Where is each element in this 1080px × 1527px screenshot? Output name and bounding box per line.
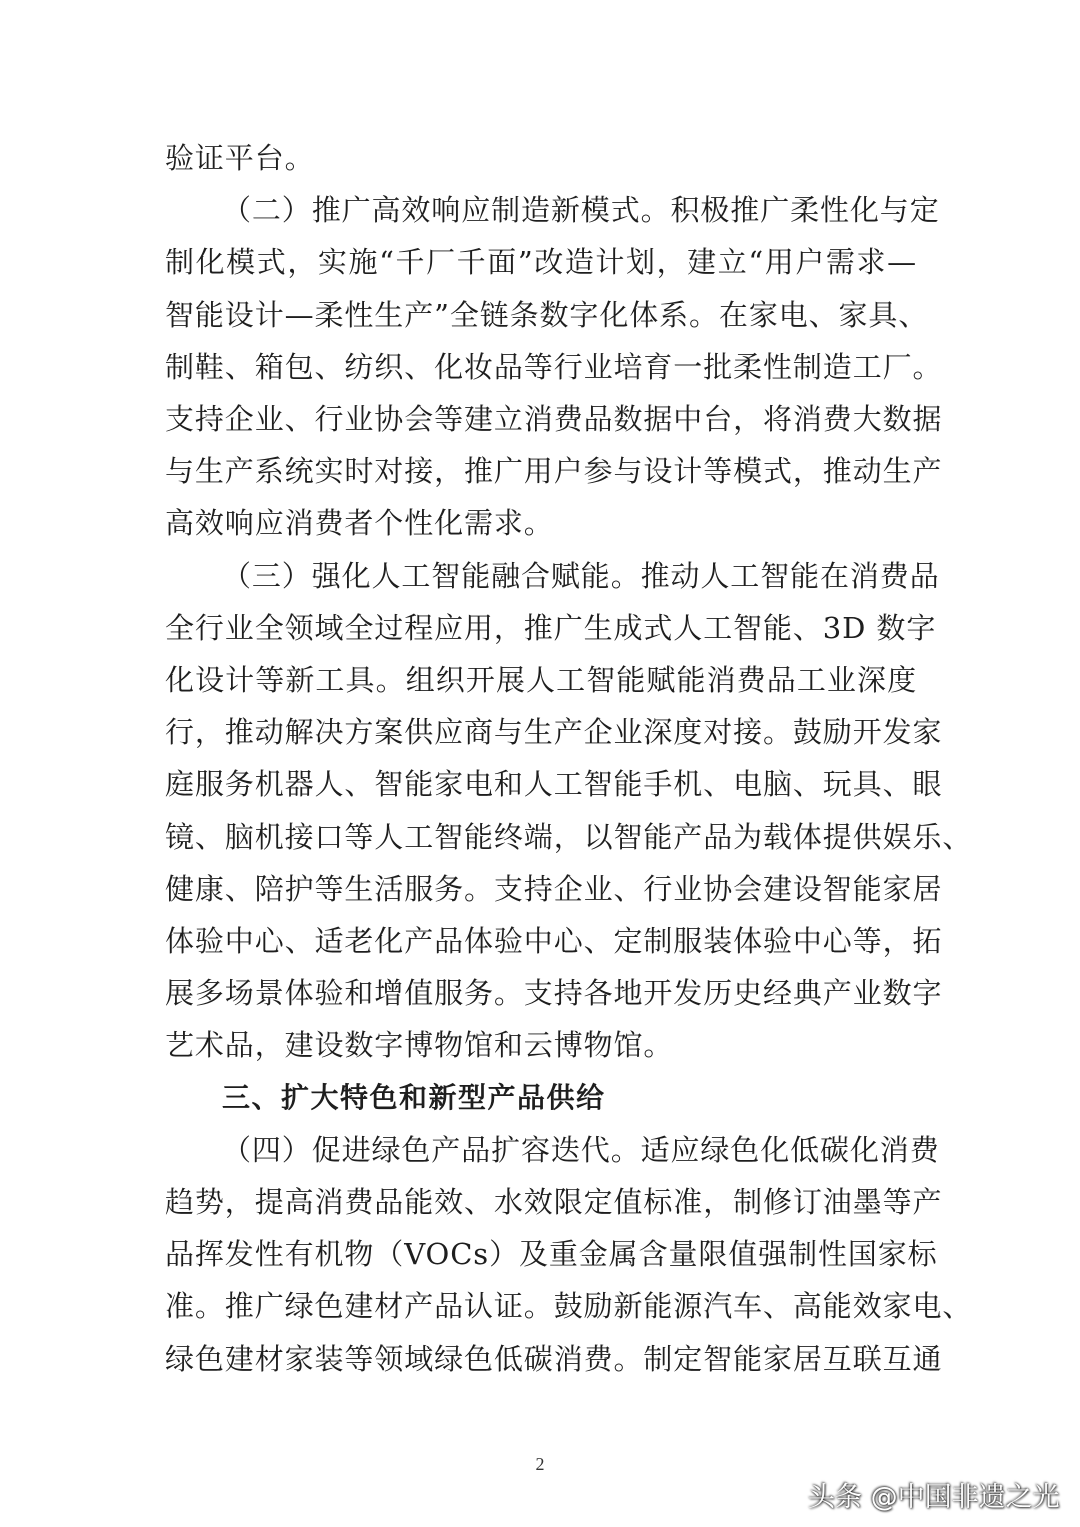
text-line: 验证平台。: [165, 141, 315, 175]
text-line: 艺术品，建设数字博物馆和云博物馆。: [165, 1028, 674, 1063]
page-number: 2: [535, 1454, 545, 1474]
text-line: 智能设计—柔性生产”全链条数字化体系。在家电、家具、: [165, 297, 929, 332]
text-line: 体验中心、适老化产品体验中心、定制服装体验中心等，拓: [165, 924, 943, 958]
text-line: 趋势，提高消费品能效、水效限定值标准，制修订油墨等产: [165, 1185, 943, 1219]
text-line: 化设计等新工具。组织开展人工智能赋能消费品工业深度: [165, 663, 917, 697]
text-line: 庭服务机器人、智能家电和人工智能手机、电脑、玩具、眼: [165, 767, 943, 802]
section-heading: 三、扩大特色和新型产品供给: [222, 1080, 606, 1114]
text-line: 展多场景体验和增值服务。支持各地开发历史经典产业数字: [165, 976, 943, 1011]
text-line: 支持企业、行业协会等建立消费品数据中台，将消费大数据: [165, 402, 943, 436]
text-line: 健康、陪护等生活服务。支持企业、行业协会建设智能家居: [165, 871, 943, 906]
text-line: 绿色建材家装等领域绿色低碳消费。制定智能家居互联互通: [165, 1341, 943, 1376]
text-line: 制鞋、箱包、纺织、化妆品等行业培育一批柔性制造工厂。: [165, 349, 943, 384]
text-line: 准。推广绿色建材产品认证。鼓励新能源汽车、高能效家电、: [165, 1289, 973, 1324]
text-line: 全行业全领域全过程应用，推广生成式人工智能、3D 数字: [165, 610, 937, 645]
text-line: 行，推动解决方案供应商与生产企业深度对接。鼓励开发家: [165, 715, 943, 750]
text-line: （四）促进绿色产品扩容迭代。适应绿色化低碳化消费: [222, 1132, 940, 1167]
text-line: （二）推广高效响应制造新模式。积极推广柔性化与定: [222, 193, 940, 228]
text-line: 镜、脑机接口等人工智能终端，以智能产品为载体提供娱乐、: [165, 819, 973, 854]
source-watermark: 头条 @中国非遗之光: [808, 1482, 1060, 1513]
text-line: 制化模式，实施“千厂千面”改造计划，建立“用户需求—: [165, 245, 917, 280]
text-line: （三）强化人工智能融合赋能。推动人工智能在消费品: [222, 558, 940, 593]
text-line: 高效响应消费者个性化需求。: [165, 506, 554, 541]
text-line: 与生产系统实时对接，推广用户参与设计等模式，推动生产: [165, 454, 943, 489]
text-line: 品挥发性有机物（VOCs）及重金属含量限值强制性国家标: [165, 1237, 938, 1272]
